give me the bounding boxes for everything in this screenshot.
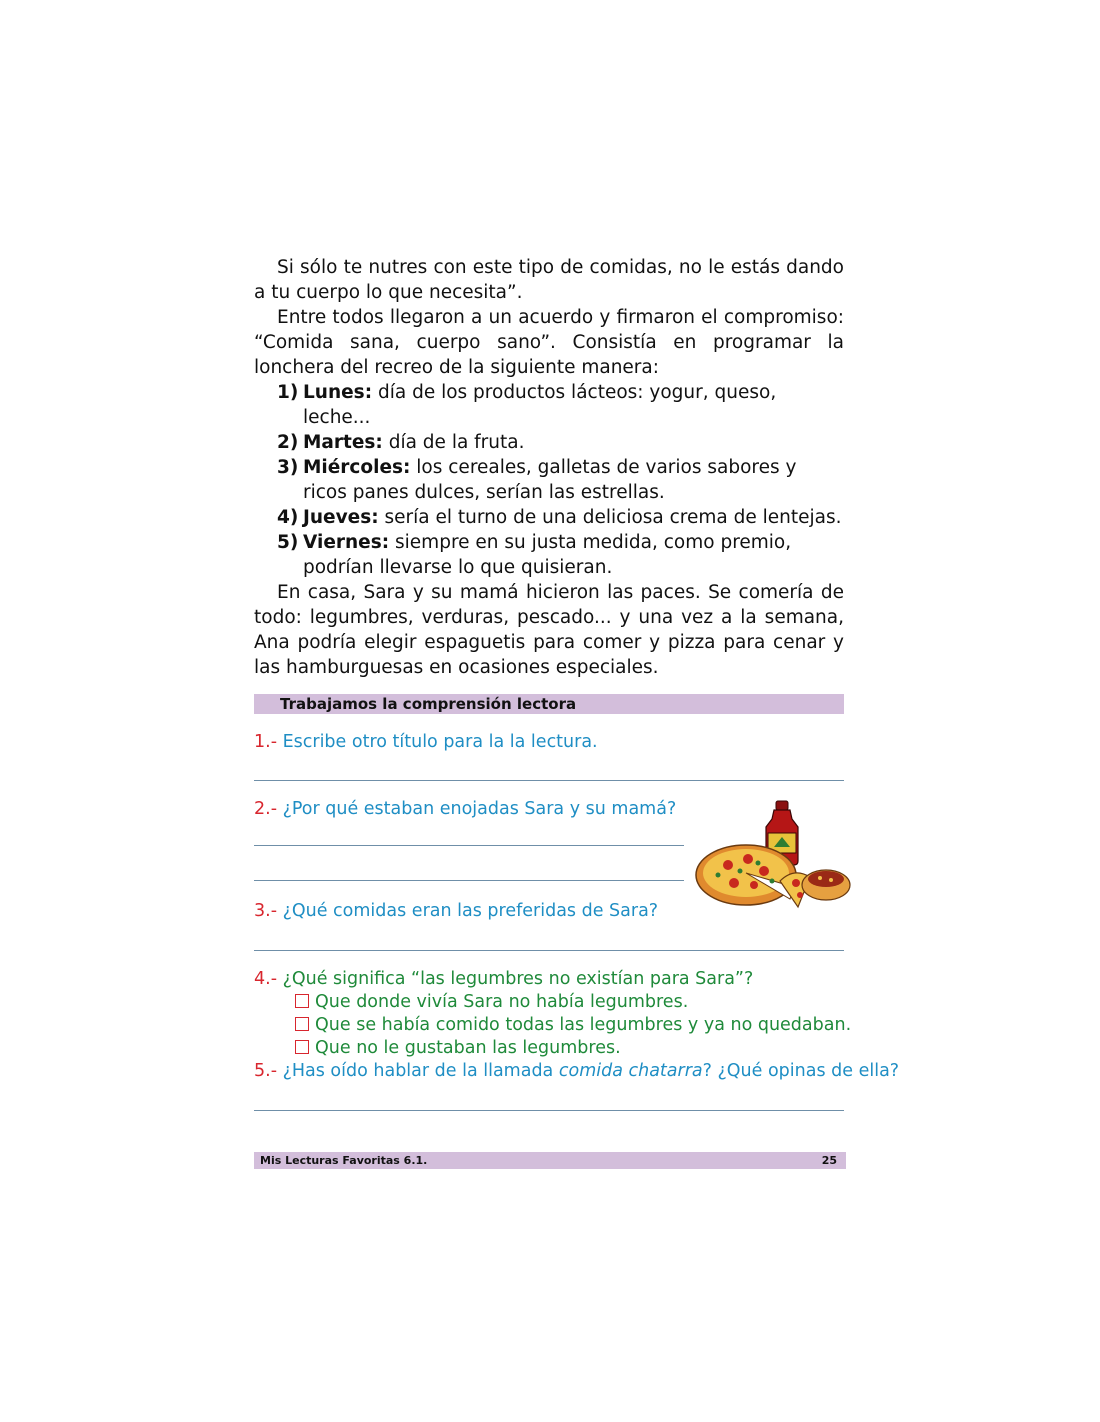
list-item	[254, 505, 844, 530]
day-name: Jueves:	[303, 507, 379, 528]
item-number: 4)	[277, 507, 299, 528]
question-text: ¿Qué comidas eran las preferidas de Sara?	[277, 901, 659, 921]
option-2[interactable]	[295, 1013, 851, 1037]
answer-line[interactable]	[254, 880, 684, 881]
answer-line[interactable]	[254, 950, 844, 951]
list-item	[254, 380, 844, 430]
paragraph-3: En casa, Sara y su mamá hicieron las paces. Se comería de todo: legumbres, verduras, pescado... y una vez a la semana, Ana podría elegir espaguetis para comer y pizza para cenar y las hamburguesas en ocasiones especiales.	[254, 582, 844, 678]
paragraph-1: Si sólo te nutres con este tipo de comidas, no le estás dando a tu cuerpo lo que necesita”.	[254, 257, 844, 303]
option-text: Que se había comido todas las legumbres y ya no quedaban.	[315, 1015, 852, 1035]
question-text: ¿Por qué estaban enojadas Sara y su mamá?	[277, 799, 677, 819]
question-3	[254, 899, 658, 923]
option-3[interactable]	[295, 1036, 621, 1060]
item-number: 5)	[277, 532, 299, 553]
question-number: 2.-	[254, 799, 278, 819]
list-item	[254, 430, 844, 455]
question-emphasis: comida chatarra	[558, 1061, 703, 1081]
question-number: 5.-	[254, 1061, 278, 1081]
item-number: 3)	[277, 457, 299, 478]
option-text: Que no le gustaban las legumbres.	[315, 1038, 621, 1058]
day-text: siempre en su justa medida, como premio, podrían llevarse lo que quisieran.	[303, 532, 792, 578]
question-text: ¿Has oído hablar de la llamada	[277, 1061, 559, 1081]
page-number: 25	[821, 1154, 837, 1167]
checkbox-icon[interactable]	[295, 1040, 309, 1054]
question-number: 1.-	[254, 732, 278, 752]
question-2	[254, 797, 676, 821]
paragraph-2: Entre todos llegaron a un acuerdo y firmaron el compromiso: “Comida sana, cuerpo sano”. Consistía en programar la lonchera del recreo de la siguiente manera:	[254, 307, 844, 378]
item-number: 2)	[277, 432, 299, 453]
day-name: Miércoles:	[303, 457, 411, 478]
list-item	[254, 530, 844, 580]
reading-text	[254, 255, 844, 680]
item-number: 1)	[277, 382, 299, 403]
question-number: 4.-	[254, 969, 278, 989]
day-name: Viernes:	[303, 532, 390, 553]
day-name: Martes:	[303, 432, 383, 453]
question-text: Escribe otro título para la la lectura.	[277, 732, 598, 752]
option-1[interactable]	[295, 990, 688, 1014]
question-number: 3.-	[254, 901, 278, 921]
weekday-list	[254, 380, 844, 580]
question-text: ¿Qué significa “las legumbres no existían para Sara”?	[277, 969, 754, 989]
day-text: sería el turno de una deliciosa crema de lentejas.	[378, 507, 842, 528]
question-1	[254, 730, 598, 754]
book-title: Mis Lecturas Favoritas 6.1.	[260, 1154, 428, 1167]
section-header: Trabajamos la comprensión lectora	[254, 694, 844, 714]
answer-line[interactable]	[254, 1110, 844, 1111]
checkbox-icon[interactable]	[295, 1017, 309, 1031]
day-text: día de la fruta.	[382, 432, 525, 453]
question-text-end: ? ¿Qué opinas de ella?	[702, 1061, 900, 1081]
list-item	[254, 455, 844, 505]
checkbox-icon[interactable]	[295, 994, 309, 1008]
question-4	[254, 967, 753, 991]
footer	[254, 1152, 846, 1169]
option-text: Que donde vivía Sara no había legumbres.	[315, 992, 689, 1012]
question-5	[254, 1059, 899, 1083]
day-text: día de los productos lácteos: yogur, queso, leche...	[303, 382, 777, 428]
day-text: los cereales, galletas de varios sabores y ricos panes dulces, serían las estrellas.	[303, 457, 797, 503]
answer-line[interactable]	[254, 845, 684, 846]
answer-line[interactable]	[254, 780, 844, 781]
day-name: Lunes:	[303, 382, 373, 403]
pizza-ketchup-illustration	[694, 795, 854, 915]
